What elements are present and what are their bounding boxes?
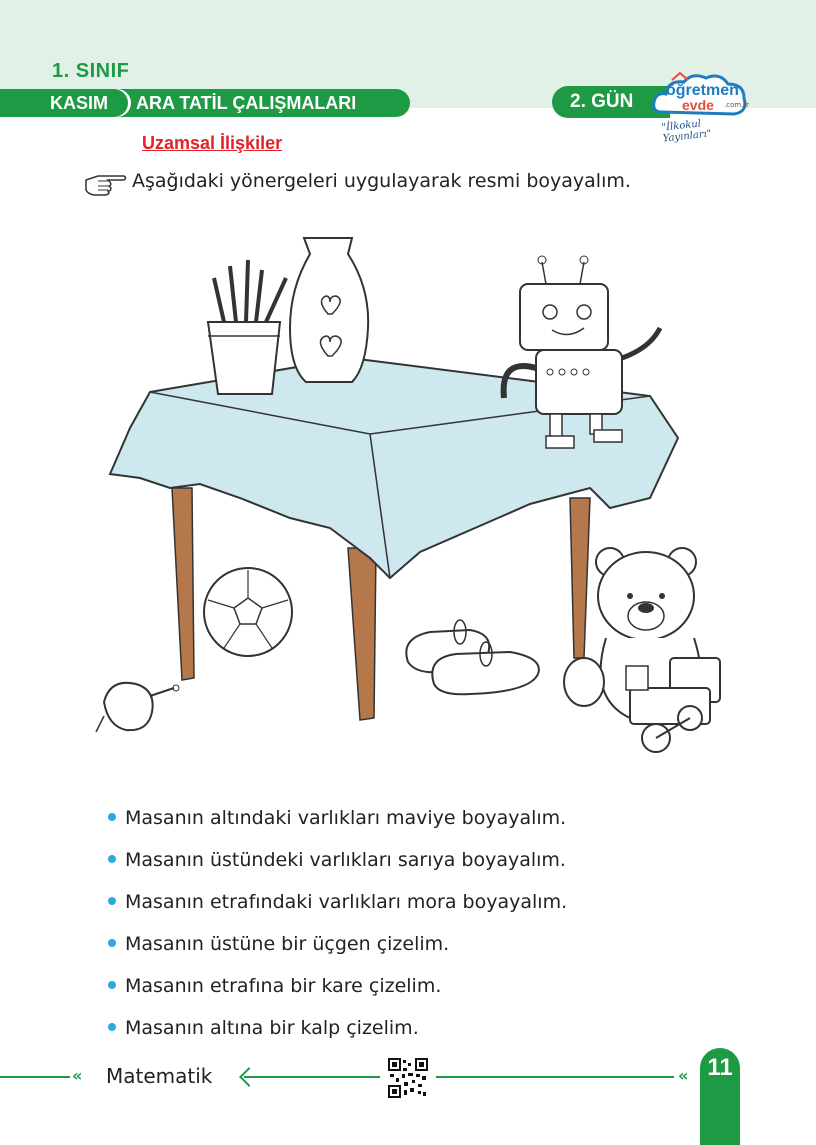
- bullet-icon: [108, 897, 116, 905]
- task-text: Masanın üstüne bir üçgen çizelim.: [125, 933, 450, 955]
- slippers: [406, 620, 539, 694]
- task-text: Masanın altındaki varlıkları maviye boyayalım.: [125, 807, 567, 829]
- logo-main-text: öğretmen: [666, 82, 739, 99]
- task-list: [108, 803, 567, 1055]
- bullet-icon: [108, 939, 116, 947]
- task-item: [108, 929, 567, 971]
- grade-label: 1. SINIF: [52, 60, 130, 82]
- qr-code-icon: [388, 1058, 428, 1098]
- logo-tagline: "İlkokul Yayınları": [661, 118, 712, 145]
- publisher-logo: [650, 68, 750, 145]
- pointing-hand-icon: [84, 168, 128, 196]
- day-badge: 2. GÜN: [552, 86, 670, 118]
- pencil-cup: [208, 260, 286, 394]
- month-badge: KASIM: [40, 89, 128, 117]
- bullet-icon: [108, 981, 116, 989]
- series-title: ARA TATİL ÇALIŞMALARI: [136, 93, 357, 113]
- task-item: [108, 803, 567, 845]
- task-item: [108, 971, 567, 1013]
- logo-sub-text: evde: [682, 97, 714, 113]
- toy-train: [626, 658, 720, 752]
- task-item: [108, 1013, 567, 1055]
- task-text: Masanın etrafına bir kare çizelim.: [125, 975, 442, 997]
- spinning-top: [96, 683, 179, 732]
- instruction-text: Aşağıdaki yönergeleri uygulayarak resmi boyayalım.: [132, 170, 631, 192]
- footer-subject: Matematik: [106, 1064, 213, 1088]
- task-text: Masanın etrafındaki varlıkları mora boyayalım.: [125, 891, 568, 913]
- double-chevron-icon: «: [678, 1066, 689, 1085]
- bullet-icon: [108, 813, 116, 821]
- footer-line-right: [436, 1076, 674, 1078]
- task-text: Masanın altına bir kalp çizelim.: [125, 1017, 419, 1039]
- task-item: [108, 887, 567, 929]
- task-item: [108, 845, 567, 887]
- section-title: Uzamsal İlişkiler: [142, 133, 283, 153]
- double-chevron-icon: «: [72, 1066, 83, 1085]
- footer-line-middle: [244, 1076, 380, 1078]
- vase: [290, 238, 368, 382]
- logo-domain: .com.tr: [724, 101, 750, 109]
- soccer-ball: [204, 568, 292, 656]
- coloring-illustration: [90, 218, 740, 758]
- footer-line-left: [0, 1076, 70, 1078]
- bullet-icon: [108, 855, 116, 863]
- bullet-icon: [108, 1023, 116, 1031]
- page-number: 11: [707, 1054, 733, 1081]
- task-text: Masanın üstündeki varlıkları sarıya boyayalım.: [125, 849, 566, 871]
